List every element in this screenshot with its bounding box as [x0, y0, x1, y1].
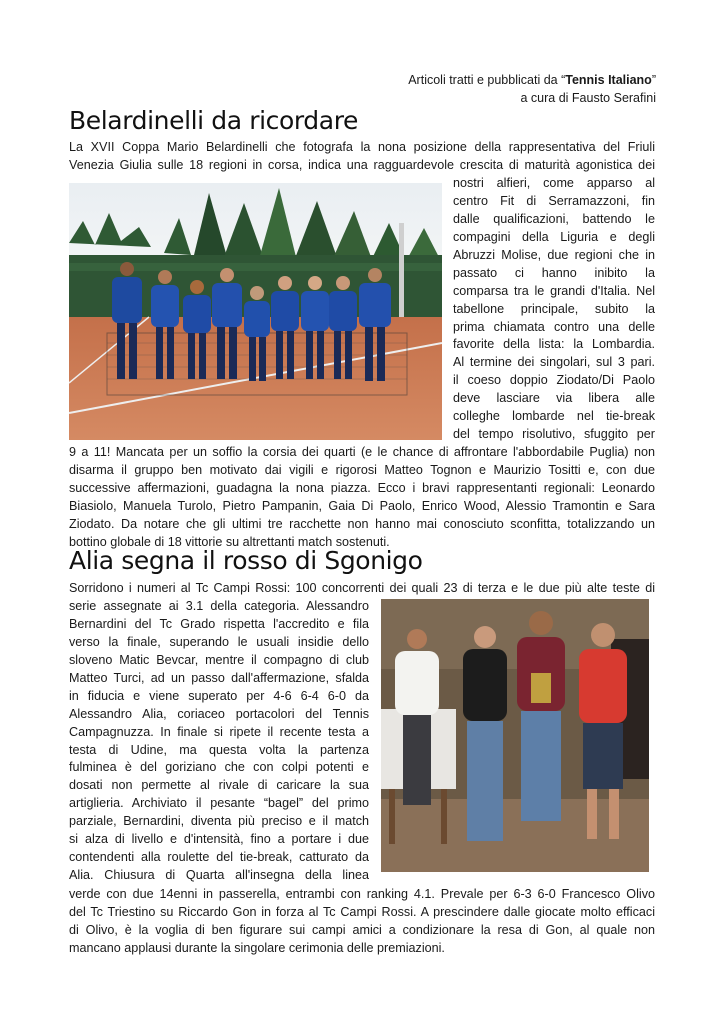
award-photo-image: [381, 599, 649, 872]
text-line: compagini della Liguria e degli: [453, 229, 655, 244]
text-line: parziale, Bernardini, diventa più preciso e il match: [69, 814, 369, 829]
text-line: in fiducia e viene superato per 4-6 6-4 6-0 da: [69, 688, 369, 703]
text-line: del Tc Triestino su Riccardo Gon in forza al Tc Campi Rossi. A prescindere dalle giocate molto efficaci: [69, 904, 655, 919]
text-line: Venezia Giulia sulle 18 regioni in corsa, indica una ragguardevole crescita di maturità agonistica dei: [69, 157, 655, 172]
text-line: Alessandro Alia, coriaceo portacolori del Tennis: [69, 706, 369, 721]
text-line: Al termine dei singolari, sul 3 pari.: [453, 355, 655, 370]
text-line: comparsa tra le grandi d'Italia. Nel: [453, 283, 655, 298]
text-line: centro Fit di Serramazzoni, fin: [453, 193, 655, 208]
text-line: passato ci hanno inibito la: [453, 265, 655, 280]
text-line: Abruzzi Molise, due regioni che in: [453, 247, 655, 262]
text-line: dosati non permette al rivale di caricare la sua: [69, 778, 369, 793]
award-photo: [381, 599, 649, 872]
text-line: deve lasciare via libera alle: [453, 391, 655, 406]
text-line: verde con due 14enni in passerella, entrambi con ranking 4.1. Prevale per 6-3 6-0 Francesco Olivo: [69, 887, 655, 901]
text-line: si alza di livello e d'intensità, fino a portare i due: [69, 832, 369, 847]
text-line: dalle qualificazioni, battendo le: [453, 211, 655, 226]
text-line: il coeso doppio Ziodato/Di Paolo: [453, 373, 655, 388]
credit-source-line: [408, 71, 656, 89]
text-line: Sorridono i numeri al Tc Campi Rossi: 100 concorrenti dei quali 23 di terza e le due più alte teste di: [69, 581, 655, 595]
text-line: del tempo risolutivo, sfuggito per: [453, 427, 655, 442]
text-line: 9 a 11! Mancata per un soffio la corsia dei quarti (e le chance di affrontare l'abbordabile Puglia) non: [69, 445, 655, 459]
article2-side-column: [69, 598, 369, 885]
credit-suffix: ”: [651, 73, 656, 87]
text-line: sloveno Matic Bevcar, mentre il compagno di club: [69, 652, 369, 667]
text-line: La XVII Coppa Mario Belardinelli che fotografa la nona posizione della rappresentativa del Friuli: [69, 140, 655, 154]
text-line: disarma il gruppo ben motivato dai vigili e rigorosi Matteo Tognon e Maurizio Tositti e, con due: [69, 462, 655, 477]
text-line: tabellone principale, subito la: [453, 301, 655, 316]
text-line: di Olivo, è la voglia di ben figurare sui campi amici a condizionare la resa di Gon, al quale non: [69, 922, 655, 937]
team-photo: [69, 183, 442, 440]
text-line: bottino globale di 18 vittorie su altrettanti match sostenuti.: [69, 534, 390, 549]
text-line: mancano applausi durante la singolare cerimonia delle premiazioni.: [69, 940, 445, 955]
text-line: Alia. Chiusura di Quarta all'insegna della linea: [69, 868, 369, 883]
text-line: colleghe lombarde nel tie-break: [453, 409, 655, 424]
article1-body: [69, 444, 655, 552]
text-line: testa di Udine, ma questa volta la partenza: [69, 742, 369, 757]
credit-prefix: Articoli tratti e pubblicati da “: [408, 73, 566, 87]
team-photo-image: [69, 183, 442, 440]
text-line: contendenti alla roulette del tie-break, catturato da: [69, 850, 369, 865]
text-line: verso la finale, superando le usuali insidie dello: [69, 634, 369, 649]
credit-magazine-name: Tennis Italiano: [565, 73, 652, 87]
article1-intro: [69, 139, 655, 175]
text-line: Biasiolo, Manuela Turolo, Pietro Pampanin, Gaia Di Paolo, Enrico Wood, Alessio Tramontin e Sara: [69, 498, 655, 513]
article1-side-column: [453, 175, 655, 444]
article2-title: Alia segna il rosso di Sgonigo: [69, 546, 423, 575]
article-credit: [408, 71, 656, 107]
text-line: fulminea è del goriziano che con colpi potenti e: [69, 760, 369, 775]
text-line: successive affermazioni, guadagna la nona piazza. Ecco i bravi rappresentanti regionali: Leonardo: [69, 480, 655, 495]
article1-title: Belardinelli da ricordare: [69, 106, 358, 135]
text-line: nostri alfieri, come apparso al: [453, 176, 655, 190]
article2-body: [69, 886, 655, 958]
text-line: artiglieria. Archiviato il pesante “bagel” del primo: [69, 796, 369, 811]
text-line: favorite della lista: la Lombardia.: [453, 337, 655, 352]
credit-author-line: a cura di Fausto Serafini: [520, 91, 656, 105]
text-line: Bernardini del Tc Grado rispetta l'accredito e fila: [69, 616, 369, 631]
text-line: prima chiamata contro una delle: [453, 319, 655, 334]
text-line: serie assegnate ai 3.1 della categoria. Alessandro: [69, 599, 369, 613]
text-line: Matteo Turci, ad un passo dall'affermazione, sfalda: [69, 670, 369, 685]
text-line: Ziodato. Da notare che gli ultimi tre racchette non hanno mai conosciuto sconfitta, totalizzando un: [69, 516, 655, 531]
text-line: Campagnuzza. In finale si ripete il recente testa a: [69, 724, 369, 739]
article2-intro: [69, 580, 655, 598]
